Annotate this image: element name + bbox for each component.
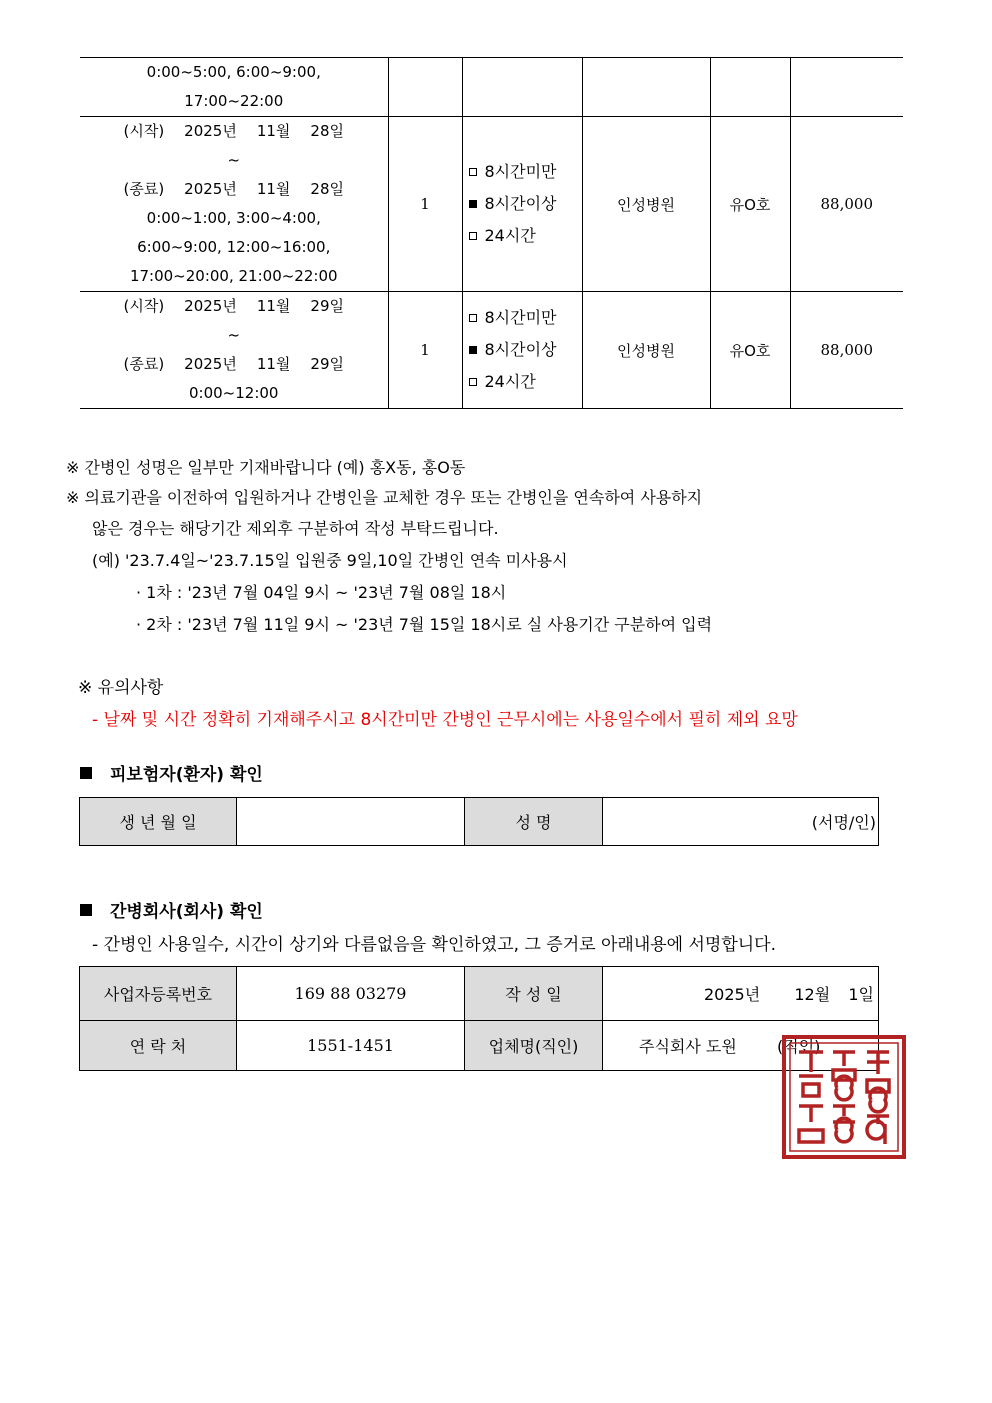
checkbox-icon[interactable] [469,168,477,176]
company-heading-text: 간병회사(회사) 확인 [110,902,263,922]
company-name-value: 주식회사 도원 (직인) [603,1021,879,1071]
count-cell: 1 [388,292,462,409]
date-value: 2025년 12월 1일 [603,967,879,1021]
note-period-split: ※ 의료기관을 이전하여 입원하거나 간병인을 교체한 경우 또는 간병인을 연속하여 사용하지 [66,488,703,507]
period-hours: 17:00~22:00 [184,92,284,110]
period-start: (시작) 2025년 11월 29일 [123,297,344,315]
options-cell [462,292,582,409]
note-example-2: · 2차 : '23년 7월 11일 9시 ~ '23년 7월 15일 18시로 실 사용기간 구분하여 입력 [136,615,713,634]
hospital-cell [582,58,710,117]
note-example-1: · 1차 : '23년 7월 04일 9시 ~ '23년 7월 08일 18시 [136,583,507,602]
hospital-cell: 인성병원 [582,292,710,409]
option-over-8h[interactable]: 8시간이상 [469,334,582,366]
caregiver-cell: 유O호 [710,292,790,409]
insured-heading-text: 피보험자(환자) 확인 [110,765,263,785]
signature-field[interactable]: (서명/인) [603,798,879,846]
caution-text: - 날짜 및 시간 정확히 기재해주시고 8시간미만 간병인 근무시에는 사용일수에서 필히 제외 요망 [92,710,798,730]
count-cell: 1 [388,117,462,292]
period-end: (종료) 2025년 11월 29일 [123,355,344,373]
period-hours: 17:00~20:00, 21:00~22:00 [129,267,338,285]
caregiver-cell [710,58,790,117]
period-tilde: ~ [227,151,241,169]
amount-cell [790,58,903,117]
option-over-8h[interactable]: 8시간이상 [469,188,582,220]
contact-value: 1551-1451 [237,1021,465,1071]
caution-title: ※ 유의사항 [78,678,164,698]
period-end: (종료) 2025년 11월 28일 [123,180,344,198]
period-cell [80,58,388,117]
hospital-cell: 인성병원 [582,117,710,292]
period-cell [80,292,388,409]
usage-table [80,57,903,409]
amount-cell: 88,000 [790,117,903,292]
square-bullet-icon [80,767,92,779]
date-label: 작 성 일 [465,967,603,1021]
square-bullet-icon [80,904,92,916]
dob-field[interactable] [237,798,465,846]
period-tilde: ~ [227,326,241,344]
company-seal-stamp [781,1034,907,1160]
dob-label: 생 년 월 일 [80,798,237,846]
checkbox-icon[interactable] [469,314,477,322]
option-under-8h[interactable]: 8시간미만 [469,302,582,334]
checkbox-icon[interactable] [469,232,477,240]
period-cell [80,117,388,292]
period-start: (시작) 2025년 11월 28일 [123,122,344,140]
period-hours: 6:00~9:00, 12:00~16:00, [137,238,331,256]
company-heading [80,897,263,922]
option-24h[interactable]: 24시간 [469,366,582,398]
count-cell [388,58,462,117]
period-hours: 0:00~5:00, 6:00~9:00, [146,63,321,81]
caregiver-cell: 유O호 [710,117,790,292]
note-caregiver-name: ※ 간병인 성명은 일부만 기재바랍니다 (예) 홍X동, 홍O동 [66,458,466,477]
note-period-split-cont: 않은 경우는 해당기간 제외후 구분하여 작성 부탁드립니다. [92,519,499,538]
insured-table [79,797,879,846]
table-row [80,117,903,292]
option-under-8h[interactable]: 8시간미만 [469,156,582,188]
reg-number-value: 169 88 03279 [237,967,465,1021]
seal-mark: (직인) [777,1037,821,1056]
seal-glyphs [799,1052,889,1144]
company-name-label: 업체명(직인) [465,1021,603,1071]
checkbox-checked-icon[interactable] [469,346,477,354]
amount-cell: 88,000 [790,292,903,409]
option-24h[interactable]: 24시간 [469,220,582,252]
period-hours: 0:00~12:00 [189,384,279,402]
company-statement: - 간병인 사용일수, 시간이 상기와 다름없음을 확인하였고, 그 증거로 아래내용에 서명합니다. [92,935,776,955]
table-row [80,58,903,117]
period-hours: 0:00~1:00, 3:00~4:00, [146,209,321,227]
contact-label: 연 락 처 [80,1021,237,1071]
checkbox-checked-icon[interactable] [469,200,477,208]
options-cell [462,58,582,117]
company-table [79,966,879,1071]
reg-number-label: 사업자등록번호 [80,967,237,1021]
checkbox-icon[interactable] [469,378,477,386]
name-label: 성 명 [465,798,603,846]
insured-heading [80,760,263,785]
options-cell [462,117,582,292]
table-row [80,292,903,409]
note-example: (예) '23.7.4일~'23.7.15일 입원중 9일,10일 간병인 연속 미사용시 [92,551,568,570]
